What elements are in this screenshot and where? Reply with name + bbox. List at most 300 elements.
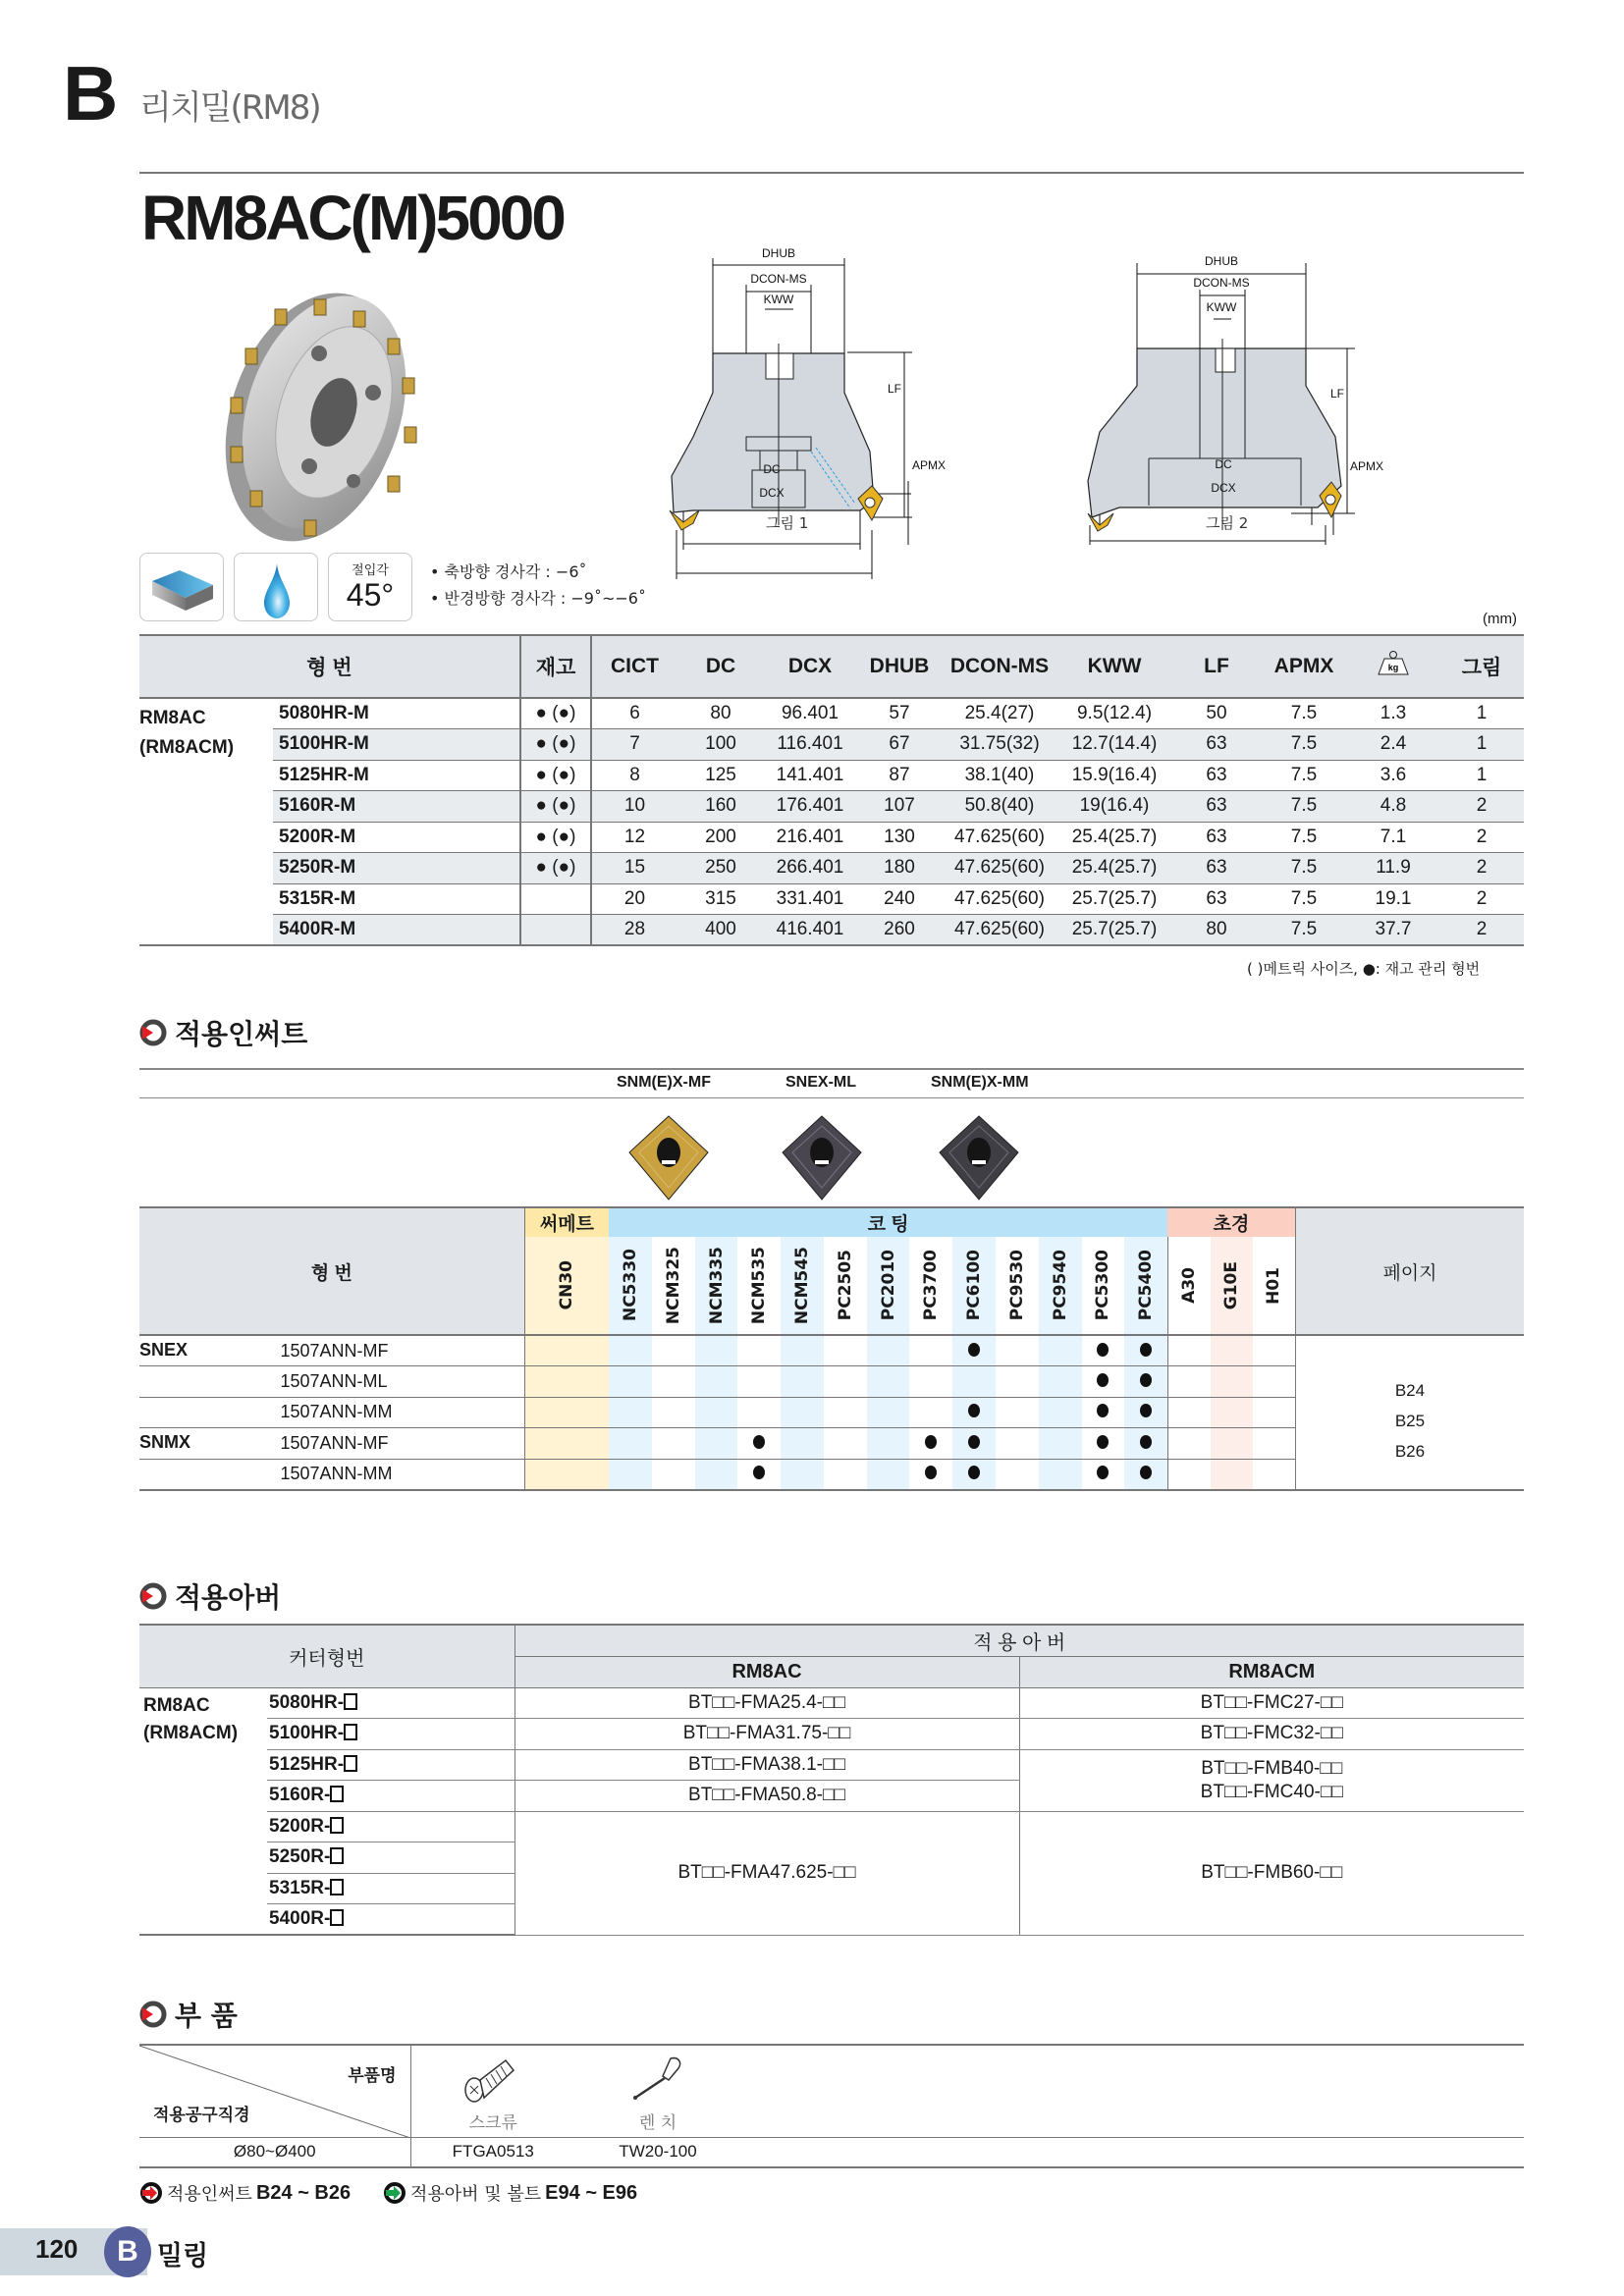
header-cict: CICT — [591, 635, 677, 698]
model-code: 5315R-M — [279, 887, 356, 909]
cell-lf: 63 — [1172, 791, 1261, 823]
grade-header — [524, 1237, 609, 1335]
cell-weight: 3.6 — [1380, 764, 1407, 785]
figure-2-diagram — [1080, 250, 1414, 535]
radial-rake-angle: • 반경방향 경사각 : −9˚~−6˚ — [430, 589, 646, 608]
part-wrench — [575, 2045, 740, 2137]
grade-cell — [1124, 1428, 1167, 1460]
grade-header — [824, 1237, 867, 1335]
red-arrow-circle-icon — [139, 2181, 163, 2205]
grade-cell — [1211, 1335, 1253, 1366]
insert-series — [139, 1366, 274, 1398]
coolant-badge — [234, 553, 318, 621]
grade-cell — [781, 1428, 824, 1460]
header-rm8acm: RM8ACM — [1019, 1656, 1524, 1687]
screw-icon — [459, 2055, 527, 2104]
page-section-name: 밀링 — [157, 2241, 209, 2271]
cell-kww: 25.7(25.7) — [1071, 887, 1158, 909]
grade-cell — [867, 1366, 910, 1398]
grade-cell — [781, 1335, 824, 1366]
arbor-ref-label: 적용아버 및 볼트 — [410, 2184, 542, 2205]
insert-series — [139, 1397, 274, 1428]
spec-row — [139, 698, 1524, 729]
grade-cell — [781, 1397, 824, 1428]
fig2-kww-label: KWW — [1206, 300, 1237, 314]
parts-header-corner — [139, 2045, 410, 2137]
cell-dc: 315 — [705, 887, 736, 909]
cell-fig: 2 — [1476, 826, 1488, 847]
cell-dcon: 31.75(32) — [943, 729, 1056, 761]
part-screw-name: 스크류 — [468, 2112, 517, 2133]
grade-cell — [524, 1366, 609, 1398]
cutter-model-code: 5250R- — [269, 1846, 331, 1868]
availability-dot — [1097, 1373, 1109, 1387]
grade-cell — [524, 1428, 609, 1460]
grade-cell — [824, 1366, 867, 1398]
grade-cell — [695, 1335, 738, 1366]
grade-cell — [609, 1335, 652, 1366]
header-cutter-model: 커터형번 — [139, 1625, 514, 1687]
insert-page-ref[interactable]: B26 — [1394, 1442, 1426, 1462]
insert-divider-bottom — [139, 1097, 1524, 1098]
placeholder-box — [330, 1817, 344, 1834]
arbor-cutter-model — [267, 1842, 514, 1874]
grade-cell — [996, 1397, 1039, 1428]
grade-cell — [652, 1335, 695, 1366]
screw-code: FTGA0513 — [452, 2142, 534, 2162]
grade-cell — [824, 1428, 867, 1460]
cell-lf: 63 — [1206, 826, 1227, 847]
cell-fig: 1 — [1476, 703, 1488, 723]
grade-cell — [737, 1366, 781, 1398]
arbor-rm8acm-cell: BT□□-FMC27-□□ — [1019, 1687, 1524, 1719]
part-screw — [410, 2045, 575, 2137]
cell-dcx: 416.401 — [764, 915, 856, 946]
grade-cell — [996, 1428, 1039, 1460]
grade-name: PC9540 — [1050, 1250, 1070, 1321]
cell-weight: 1.3 — [1380, 703, 1407, 723]
arbor-page-reference[interactable] — [383, 2180, 637, 2206]
grade-cell — [609, 1428, 652, 1460]
cell-dhub: 180 — [856, 853, 943, 884]
cell-dc: 160 — [677, 791, 764, 823]
arbor-section-heading — [139, 1576, 281, 1616]
cell-dhub: 87 — [889, 764, 910, 785]
fig1-lf-label: LF — [887, 382, 902, 396]
grade-header — [1039, 1237, 1082, 1335]
fig1-kww-label: KWW — [763, 293, 794, 306]
arbor-cutter-model — [267, 1719, 514, 1750]
grade-cell — [952, 1335, 996, 1366]
grade-cell — [1253, 1366, 1295, 1398]
grade-cell — [1082, 1335, 1125, 1366]
cutter-model-code: 5080HR- — [269, 1691, 345, 1713]
grade-header — [695, 1237, 738, 1335]
cell-cict: 8 — [591, 760, 677, 791]
axial-rake-angle: • 축방향 경사각 : −6˚ — [430, 562, 587, 581]
insert-section-heading — [139, 1013, 307, 1052]
series-line-2: (RM8ACM) — [143, 1722, 239, 1743]
header-dhub: DHUB — [869, 655, 930, 677]
cutter-photo — [177, 280, 442, 545]
availability-dot — [1140, 1466, 1152, 1479]
grade-cell — [909, 1335, 952, 1366]
cutter-model-code: 5200R- — [269, 1815, 331, 1837]
cell-lf: 63 — [1172, 853, 1261, 884]
cell-lf: 50 — [1206, 703, 1227, 723]
placeholder-box — [330, 1879, 344, 1896]
grade-table — [139, 1206, 1524, 1491]
grade-cell — [1082, 1428, 1125, 1460]
fig1-apmx-label: APMX — [911, 458, 947, 472]
fig2-dcon-label: DCON-MS — [1193, 276, 1250, 290]
grade-header — [867, 1237, 910, 1335]
arbor-cutter-model — [267, 1904, 514, 1936]
arbor-code: BT□□-FMC40-□□ — [1200, 1781, 1343, 1802]
fig1-dhub-label: DHUB — [761, 246, 796, 260]
model-code: 5250R-M — [273, 853, 520, 884]
cell-cict: 12 — [591, 822, 677, 853]
header-dc: DC — [705, 655, 736, 677]
insert-page-ref[interactable]: B25 — [1394, 1412, 1426, 1431]
grade-group-carbide: 초경 — [1167, 1207, 1295, 1237]
header-model: 형 번 — [306, 657, 352, 679]
section-arrow-icon — [139, 1019, 167, 1046]
cell-dcx: 331.401 — [776, 887, 844, 909]
grade-cell — [952, 1366, 996, 1398]
grade-cell — [909, 1366, 952, 1398]
grade-cell — [1211, 1397, 1253, 1428]
cell-lf: 63 — [1206, 887, 1227, 909]
grade-cell — [952, 1428, 996, 1460]
header-lf: LF — [1204, 655, 1229, 677]
grade-name: G10E — [1221, 1260, 1242, 1310]
spec-table-header — [139, 635, 1524, 698]
cell-dcon: 47.625(60) — [954, 887, 1045, 909]
spec-row — [139, 853, 1524, 884]
arbor-cutter-model — [267, 1811, 514, 1842]
availability-dot — [925, 1466, 937, 1479]
grade-cell — [1039, 1397, 1082, 1428]
header-weight — [1347, 635, 1439, 698]
grade-header — [1082, 1237, 1125, 1335]
cell-apmx: 7.5 — [1290, 764, 1318, 785]
workpiece-block-icon — [140, 554, 225, 622]
grade-name: PC6100 — [964, 1250, 985, 1321]
series-line-1: RM8AC — [139, 708, 206, 728]
arbor-rm8ac-cell: BT□□-FMA47.625-□□ — [514, 1811, 1019, 1935]
insert-model: 1507ANN-MM — [280, 1464, 393, 1483]
cell-kww: 25.7(25.7) — [1056, 915, 1172, 946]
parts-header-diameter: 적용공구직경 — [153, 2105, 250, 2125]
grade-cell — [824, 1397, 867, 1428]
cell-cict: 15 — [591, 853, 677, 884]
fig2-lf-label: LF — [1329, 387, 1345, 400]
insert-ref-pages: B24 ~ B26 — [255, 2181, 352, 2204]
grade-cell — [1039, 1459, 1082, 1490]
parts-header-part: 부품명 — [348, 2066, 397, 2086]
grade-cell — [652, 1459, 695, 1490]
insert-page-reference[interactable] — [139, 2180, 351, 2206]
workpiece-material-badge — [139, 553, 224, 621]
cell-stock: ● (●) — [520, 791, 591, 823]
grade-group-cermet: 써메트 — [524, 1207, 609, 1237]
arbor-rm8acm-cell — [1019, 1749, 1524, 1811]
cell-dcx: 176.401 — [764, 791, 856, 823]
spec-row — [139, 729, 1524, 761]
applicable-diameter: Ø80~Ø400 — [139, 2137, 410, 2167]
insert-series: SNMX — [139, 1432, 191, 1452]
header-dcon: DCON-MS — [949, 655, 1050, 677]
arbor-row — [139, 1749, 1524, 1781]
grade-name: NCM545 — [792, 1246, 813, 1325]
grade-header — [952, 1237, 996, 1335]
cell-apmx: 7.5 — [1290, 887, 1318, 909]
grade-header — [737, 1237, 781, 1335]
grade-cell — [1039, 1335, 1082, 1366]
grade-header — [909, 1237, 952, 1335]
cell-stock: ● (●) — [520, 729, 591, 761]
availability-dot — [968, 1435, 980, 1449]
insert-image — [778, 1111, 866, 1204]
cell-dcx: 116.401 — [764, 729, 856, 761]
cell-apmx: 7.5 — [1261, 791, 1347, 823]
grade-cell — [1253, 1459, 1295, 1490]
grade-cell — [1167, 1459, 1210, 1490]
cell-stock: ● (●) — [520, 853, 591, 884]
insert-ref-label: 적용인써트 — [167, 2184, 252, 2205]
cell-dcx: 141.401 — [776, 764, 844, 785]
insert-shape-icon — [624, 1111, 713, 1204]
placeholder-box — [344, 1724, 357, 1740]
grade-cell — [1124, 1366, 1167, 1398]
insert-model: 1507ANN-ML — [280, 1370, 388, 1391]
insert-image — [624, 1111, 713, 1204]
grade-name: NCM335 — [706, 1246, 727, 1325]
series-name — [139, 698, 273, 945]
cutter-model-code: 5100HR- — [269, 1723, 345, 1744]
grade-name: PC3700 — [921, 1250, 942, 1321]
svg-text:kg: kg — [1387, 663, 1399, 672]
model-code: 5080HR-M — [279, 703, 369, 723]
grade-name: NCM535 — [749, 1246, 770, 1325]
cell-dcx: 216.401 — [776, 826, 844, 847]
insert-model: 1507ANN-MF — [280, 1432, 389, 1453]
insert-pages — [1295, 1335, 1524, 1490]
cell-dcon: 47.625(60) — [943, 915, 1056, 946]
fig2-dc-label: DC — [1215, 457, 1232, 471]
cell-cict: 10 — [591, 791, 677, 823]
grade-cell — [1082, 1366, 1125, 1398]
cell-weight: 4.8 — [1347, 791, 1439, 823]
grade-cell — [652, 1397, 695, 1428]
grade-name: PC9530 — [1006, 1250, 1027, 1321]
grade-row — [139, 1335, 1524, 1366]
grade-cell — [1253, 1397, 1295, 1428]
grade-cell — [952, 1397, 996, 1428]
cell-weight: 11.9 — [1347, 853, 1439, 884]
model-code: 5160R-M — [273, 791, 520, 823]
arbor-rm8acm-cell: BT□□-FMC32-□□ — [1019, 1719, 1524, 1750]
cell-dhub: 130 — [884, 826, 915, 847]
cell-dcon: 47.625(60) — [954, 826, 1045, 847]
parts-table — [139, 2044, 1524, 2168]
grade-cell — [781, 1366, 824, 1398]
parts-section-heading — [139, 1995, 238, 2034]
grade-cell — [1211, 1366, 1253, 1398]
header-figure: 그림 — [1461, 657, 1502, 679]
availability-dot — [1097, 1404, 1109, 1417]
header-apmx: APMX — [1273, 655, 1334, 677]
grade-cell — [952, 1459, 996, 1490]
grade-header — [609, 1237, 652, 1335]
grade-name: CN30 — [557, 1260, 577, 1310]
approach-angle-label: 절입각 — [352, 563, 389, 578]
grade-group-coating: 코 팅 — [609, 1207, 1167, 1237]
arbor-rm8ac-cell: BT□□-FMA50.8-□□ — [514, 1781, 1019, 1812]
wrench-icon — [623, 2055, 692, 2104]
grade-cell — [1124, 1459, 1167, 1490]
availability-dot — [753, 1435, 765, 1449]
grade-name: NCM325 — [663, 1246, 683, 1325]
grade-name: A30 — [1179, 1267, 1200, 1304]
arbor-rm8acm-cell: BT□□-FMB60-□□ — [1019, 1811, 1524, 1935]
cutter-model-code: 5125HR- — [269, 1753, 345, 1775]
cell-dcon: 38.1(40) — [964, 764, 1035, 785]
insert-series — [139, 1459, 274, 1490]
arbor-cutter-model — [267, 1687, 514, 1719]
grade-cell — [524, 1459, 609, 1490]
part-wrench-name: 렌 치 — [638, 2112, 677, 2133]
arbor-series — [139, 1687, 267, 1935]
cell-kww: 15.9(16.4) — [1071, 764, 1158, 785]
header-kww: KWW — [1087, 655, 1142, 677]
grade-header-model: 형 번 — [139, 1207, 524, 1335]
green-arrow-circle-icon — [383, 2181, 406, 2205]
figure-1-caption: 그림 1 — [766, 514, 809, 532]
insert-shape-name: SNEX-ML — [785, 1074, 856, 1091]
cell-dc: 200 — [705, 826, 736, 847]
cell-weight: 19.1 — [1375, 887, 1412, 909]
arbor-cutter-model — [267, 1873, 514, 1904]
cell-kww: 25.4(25.7) — [1071, 826, 1158, 847]
availability-dot — [1140, 1435, 1152, 1449]
spec-table — [139, 634, 1524, 946]
page-section-badge: B — [104, 2226, 151, 2277]
grade-header — [781, 1237, 824, 1335]
grade-name: PC5300 — [1093, 1250, 1113, 1321]
fig2-dhub-label: DHUB — [1204, 254, 1239, 268]
grade-cell — [867, 1335, 910, 1366]
grade-cell — [1124, 1397, 1167, 1428]
fig2-dcx-label: DCX — [1211, 481, 1236, 495]
grade-cell — [737, 1335, 781, 1366]
cell-dcx: 96.401 — [781, 703, 839, 723]
section-subtitle: 리치밀(RM8) — [139, 88, 320, 128]
parts-section-title: 부 품 — [175, 2000, 238, 2032]
grade-cell — [737, 1428, 781, 1460]
section-letter: B — [63, 50, 117, 136]
cell-dhub: 260 — [856, 915, 943, 946]
cell-apmx: 7.5 — [1290, 703, 1318, 723]
cell-fig: 2 — [1439, 791, 1524, 823]
grade-header — [996, 1237, 1039, 1335]
placeholder-box — [344, 1693, 357, 1710]
grade-cell — [1167, 1366, 1210, 1398]
cell-dc: 125 — [705, 764, 736, 785]
grade-cell — [652, 1428, 695, 1460]
cell-dcx: 266.401 — [764, 853, 856, 884]
grade-cell — [1253, 1428, 1295, 1460]
grade-cell — [737, 1459, 781, 1490]
grade-cell — [524, 1335, 609, 1366]
grade-name: H01 — [1264, 1266, 1284, 1305]
cell-dhub: 240 — [884, 887, 915, 909]
grade-cell — [909, 1459, 952, 1490]
grade-cell — [1253, 1335, 1295, 1366]
cell-stock — [520, 883, 591, 915]
placeholder-box — [344, 1755, 357, 1772]
cell-lf: 63 — [1206, 764, 1227, 785]
arbor-rm8ac-cell: BT□□-FMA31.75-□□ — [514, 1719, 1019, 1750]
arbor-rm8ac-cell: BT□□-FMA25.4-□□ — [514, 1687, 1019, 1719]
insert-page-ref[interactable]: B24 — [1394, 1381, 1426, 1401]
cutter-model-code: 5315R- — [269, 1877, 331, 1898]
approach-angle-value: 45° — [346, 577, 395, 613]
grade-cell — [1039, 1366, 1082, 1398]
grade-cell — [1082, 1459, 1125, 1490]
grade-cell — [1167, 1428, 1210, 1460]
insert-model: 1507ANN-MM — [280, 1402, 393, 1422]
availability-dot — [1140, 1404, 1152, 1417]
grade-cell — [867, 1428, 910, 1460]
grade-cell — [996, 1366, 1039, 1398]
cell-dcon: 50.8(40) — [943, 791, 1056, 823]
model-code: 5200R-M — [279, 826, 356, 847]
coolant-drop-icon — [235, 554, 319, 622]
grade-cell — [1167, 1335, 1210, 1366]
placeholder-box — [330, 1847, 344, 1864]
header-rm8ac: RM8AC — [514, 1656, 1019, 1687]
grade-cell — [695, 1397, 738, 1428]
weight-kg-icon — [1376, 650, 1411, 677]
fig2-apmx-label: APMX — [1349, 459, 1384, 473]
arbor-table — [139, 1624, 1524, 1936]
cell-dcon: 47.625(60) — [943, 853, 1056, 884]
grade-name: PC2010 — [878, 1250, 898, 1321]
cell-dc: 100 — [677, 729, 764, 761]
grade-cell — [909, 1397, 952, 1428]
cutter-model-code: 5160R- — [269, 1785, 331, 1806]
availability-dot — [1097, 1466, 1109, 1479]
availability-dot — [1097, 1435, 1109, 1449]
insert-shape-name: SNM(E)X-MF — [617, 1074, 711, 1091]
product-title: RM8AC(M)5000 — [141, 183, 564, 253]
arbor-ref-pages: E94 ~ E96 — [545, 2181, 638, 2204]
unit-label: (mm) — [1483, 611, 1517, 627]
cell-lf: 63 — [1172, 729, 1261, 761]
cell-stock: ● (●) — [520, 822, 591, 853]
grade-cell — [1167, 1397, 1210, 1428]
cell-weight: 7.1 — [1380, 826, 1407, 847]
arbor-row — [139, 1687, 1524, 1719]
cell-fig: 2 — [1439, 853, 1524, 884]
arbor-row — [139, 1719, 1524, 1750]
cell-dc: 400 — [677, 915, 764, 946]
header-dcx: DCX — [787, 655, 833, 677]
grade-cell — [695, 1366, 738, 1398]
grade-cell — [867, 1459, 910, 1490]
